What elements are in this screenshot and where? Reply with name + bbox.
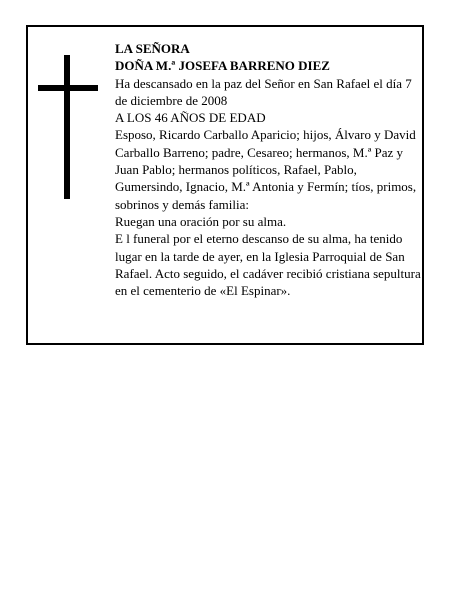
cross-icon [38,55,98,199]
cross-vertical-bar [64,55,70,199]
deceased-name: DOÑA M.ª JOSEFA BARRENO DIEZ [115,58,330,74]
family-list: Esposo, Ricardo Carballo Aparicio; hijos, Álvaro y David Carballo Barreno; padre, Cesareo; hermanos, M.ª Paz y Juan Pablo; hermanos políticos, Rafael, Pablo, Gumersindo, Ignacio, M.ª Antonia y Fermín; tíos, primos, sobrinos y demás familia: [115,127,417,212]
obituary-notice [26,25,424,345]
age-line: A LOS 46 AÑOS DE EDAD [115,110,266,126]
death-announcement: Ha descansado en la paz del Señor en San Rafael el día 7 de diciembre de 2008 [115,75,412,108]
prayer-request: Ruegan una oración por su alma. [115,213,287,229]
funeral-details: E l funeral por el eterno descanso de su alma, ha tenido lugar en la tarde de ayer, en la Iglesia Parroquial de San Rafael. Acto seguido, el cadáver recibió cristiana sepultura en el cementerio de «El Espinar». [115,231,421,299]
cross-horizontal-bar [38,85,98,91]
notice-text [115,40,421,299]
notice-title: LA SEÑORA [115,41,190,56]
